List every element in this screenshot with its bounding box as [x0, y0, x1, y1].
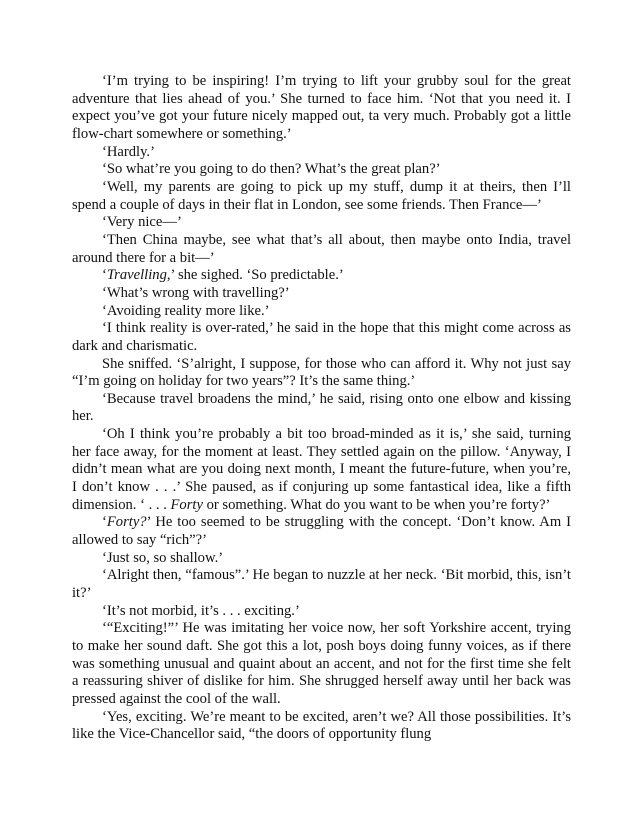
paragraph: ‘I’m trying to be inspiring! I’m trying to lift your grubby soul for the great adventure that lies ahead of you.’ She turned to face him. ‘Not that you need it. I expect you’ve got your future nicely mapped out, ta very much. Probably got a little flow-chart somewhere or something.’ [72, 73, 571, 142]
paragraph: ‘Forty?’ He too seemed to be struggling with the concept. ‘Don’t know. Am I allowed to say “rich”?’ [72, 514, 571, 549]
paragraph: ‘“Exciting!”’ He was imitating her voice now, her soft Yorkshire accent, trying to make her sound daft. She got this a lot, posh boys doing funny voices, as if there was something unusual and quaint about an accent, and not for the first time she felt a reassuring shiver of dislike for him. She shrugged herself away until her back was pressed against the cool of the wall. [72, 620, 571, 707]
emphasis: Travelling [106, 267, 167, 284]
paragraph: ‘So what’re you going to do then? What’s the great plan?’ [102, 161, 441, 178]
paragraph: ‘It’s not morbid, it’s . . . exciting.’ [102, 602, 300, 619]
paragraph: ‘Oh I think you’re probably a bit too broad-minded as it is,’ she said, turning her face away, for the moment at least. They settled again on the pillow. ‘Anyway, I didn’t mean what are you doing next month, I meant the future-future, when you’re, I don’t know . . .’ She paused, as if conjuring up some fantastical idea, like a fifth dimension. ‘ . . . Forty or something. What do you want to be when you’re forty?’ [72, 426, 571, 513]
paragraph: ‘Just so, so shallow.’ [102, 549, 224, 566]
paragraph: ‘Yes, exciting. We’re meant to be excited, aren’t we? All those possibilities. It’s like the Vice-Chancellor said, “the doors of opportunity flung [72, 708, 571, 743]
paragraph: ‘Hardly.’ [102, 143, 155, 160]
emphasis: Forty [170, 496, 203, 513]
paragraph: She sniffed. ‘S’alright, I suppose, for those who can afford it. Why not just say “I’m going on holiday for two years”? It’s the same thing.’ [72, 355, 571, 390]
paragraph: ‘Then China maybe, see what that’s all about, then maybe onto India, travel around there for a bit—’ [72, 231, 571, 266]
paragraph: ‘I think reality is over-rated,’ he said in the hope that this might come across as dark and charismatic. [72, 320, 571, 354]
emphasis: Forty? [106, 514, 147, 531]
paragraph: ‘Travelling,’ she sighed. ‘So predictable.’ [102, 267, 344, 284]
paragraph: ‘Well, my parents are going to pick up my stuff, dump it at theirs, then I’ll spend a couple of days in their flat in London, see some friends. Then France—’ [72, 178, 571, 213]
paragraph: ‘Because travel broadens the mind,’ he said, rising onto one elbow and kissing her. [72, 390, 571, 425]
paragraph: ‘Avoiding reality more like.’ [102, 302, 270, 319]
paragraph: ‘Alright then, “famous”.’ He began to nuzzle at her neck. ‘Bit morbid, this, isn’t it?’ [72, 567, 571, 602]
paragraph: ‘What’s wrong with travelling?’ [102, 284, 290, 301]
paragraph: ‘Very nice—’ [102, 214, 182, 231]
